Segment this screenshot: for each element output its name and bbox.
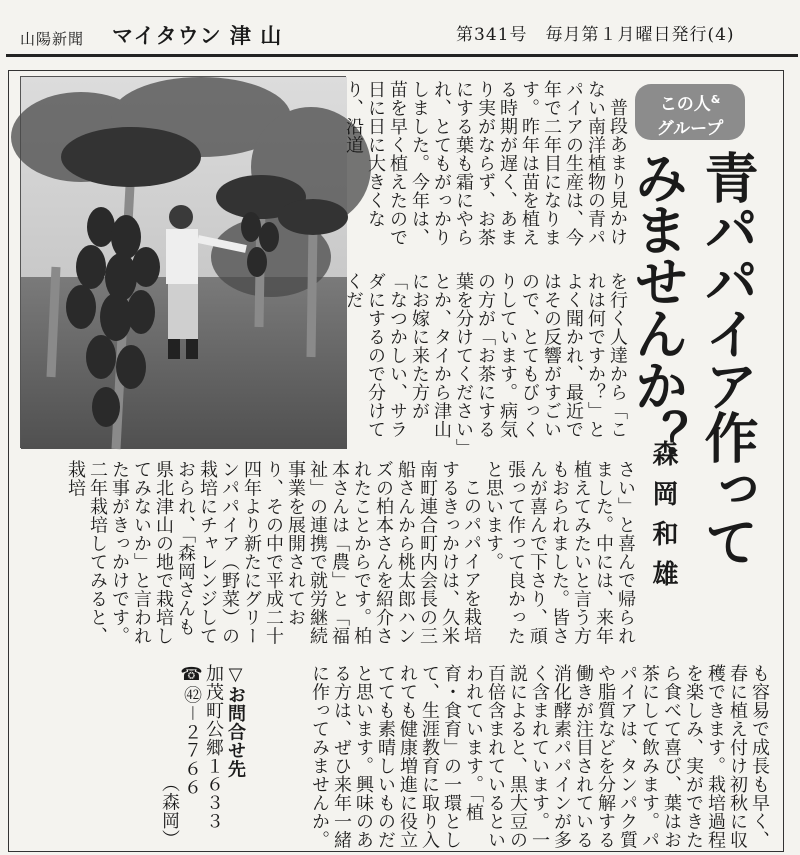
paragraph: を行く人達から「これは何ですか？」とよく聞かれ、最近ではその反響がすごいので、とてもびっくりしています。病気の方が「お茶にする葉を分けてください」とか、タイから津山にお嫁に来た方が「なつかしい、サラダにするので分けてくだ: [343, 272, 628, 448]
issue-info: 第341号 毎月第１月曜日発行(4): [456, 25, 735, 45]
paragraph: このパパイアを栽培するきっかけは、久米南町連合町内会長の三船さんから桃太郎ハンズの柏本さんを紹介されたことからです。柏本さんは「農」と「福祉」の連携で就労継続事業を展開されており、その中で平成二十四年より新たにグリーンパパイア（野菜）の栽培にチャレンジしておられ、「森岡さんも県北津山の地で栽培してみないか」と言われた事がきっかけです。二年栽培してみると、栽培: [65, 460, 482, 645]
contact-phone: ☎㊷－２７６６: [181, 664, 202, 797]
contact-address: 加茂町公郷１６３３: [203, 664, 224, 831]
article-column-4: [250, 664, 770, 850]
page-header: [0, 0, 800, 58]
section-title: マイタウン 津 山: [112, 24, 283, 48]
contact-block: [130, 664, 246, 850]
paragraph: も容易で成長も早く、春に植え付け初秋に収穫できます。栽培過程を楽しみ、実ができたら食べて喜び、葉はお茶にして飲みます。パパイアは、タンパク質や脂質などを分解する働きが注目されている消化酵素パパインが多く含まれています。一説によると、黒大豆の百倍含まれているとい われています。「植育・食育」の一環として、生涯教育に取り入れても健康増進に役立てても素晴しいものだと思います。興味のある方は、ぜひ来年一緒に作ってみませんか。: [309, 664, 770, 849]
tag-line1: この人: [659, 94, 711, 115]
contact-label: ▽お問合せ先: [225, 664, 246, 778]
article-column-2: [343, 272, 628, 448]
newspaper-name: 山陽新聞: [20, 30, 85, 48]
paragraph: さい」と喜んで帰られました。中には、来年植えてみたいと言う方もおられました。皆さんが喜んで下さり、頑張って作って良かったと思います。: [483, 460, 636, 645]
papaya-photo-illustration: [21, 77, 347, 449]
section-tag: [635, 84, 745, 140]
headline: 青パパイア作ってみませんか？: [626, 150, 759, 566]
byline: 森岡和雄: [648, 440, 678, 600]
article-column-1: [343, 80, 628, 260]
article-column-3: [20, 460, 636, 650]
tag-amp: &: [710, 93, 721, 106]
papaya-photo: [20, 76, 346, 448]
tag-line2: グループ: [656, 118, 724, 139]
paragraph: 普段あまり見かけない南洋植物の青パパイアの生産は、今年で二年目になります。昨年は苗を植える時期が遅く、あまり実がならず、お茶にする葉も霜にやられ、とてもがっかりしました。今年は、苗を早く植えたので日に日に大きくなり、沿道: [343, 80, 628, 247]
header-rule: [6, 54, 798, 57]
contact-author: （森岡）: [159, 774, 180, 848]
